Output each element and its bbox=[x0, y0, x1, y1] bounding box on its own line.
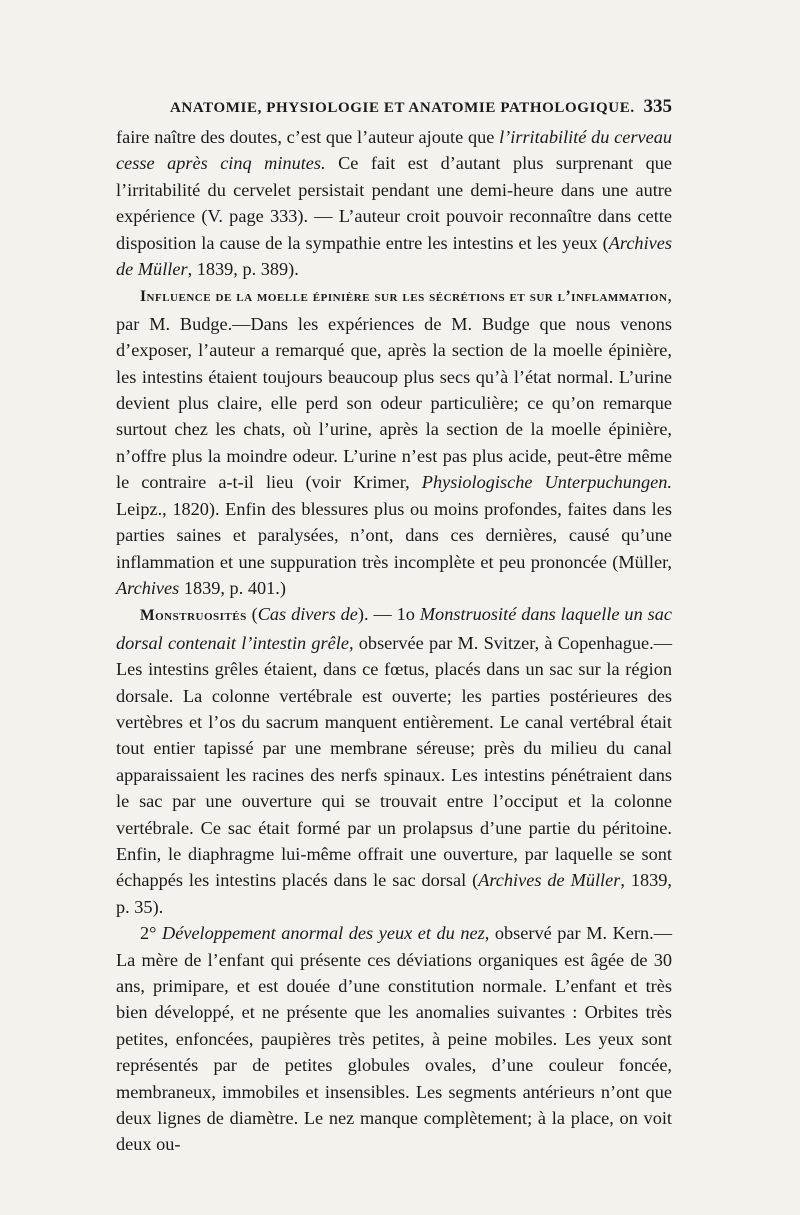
italic-run: Monstruosité dans laquelle un sac dorsal contenait l’intestin grêle, bbox=[116, 604, 672, 653]
section-heading: Monstruosités bbox=[140, 607, 247, 625]
text-run: observée par M. Svitzer, à Copenhague.—Les intestins grêles étaient, dans ce fœtus, placés dans un sac sur la région dorsale. La colonne vertébrale est ouverte; les parties postérieures des vertèbres et l’os du sacrum manquent entièrement. Le canal vertébral était tout entier tapissé par une membrane séreuse; près du milieu du canal apparaissaient les racines des nerfs spinaux. Les intestins pénétraient dans le sac par une ouverture qui se trouvait entre l’occiput et la colonne vertébrale. Ce sac était formé par un prolapsus d’une partie du péritoine. Enfin, le diaphragme lui-même offrait une ouverture, par laquelle se sont échappés les intestins placés dans le sac dorsal ( bbox=[116, 632, 672, 891]
running-title: ANATOMIE, PHYSIOLOGIE ET ANATOMIE PATHOLOGIQUE. bbox=[170, 100, 635, 116]
text-run: ( bbox=[246, 604, 258, 625]
text-run: 1839, p. 401.) bbox=[179, 577, 286, 598]
text-run: 2° bbox=[140, 923, 163, 944]
citation-title: Archives de Müller bbox=[478, 870, 621, 891]
italic-run: Développement anormal des yeux et du nez bbox=[162, 923, 485, 944]
text-run: ). — 1o bbox=[357, 604, 420, 625]
paragraph-moelle-epiniere bbox=[116, 282, 672, 601]
page-number: 335 bbox=[643, 96, 672, 117]
text-run: Leipz., 1820). Enfin des blessures plus ou moins profondes, faites dans les parties saines et paralysées, n’ont, dans ces dernières, causé qu’une inflammation et une suppuration très incomplète et peu prononcée (Müller, bbox=[116, 498, 672, 572]
text-run: , par M. Budge.—Dans les expériences de M. Budge que nous venons d’exposer, l’auteur a remarqué que, après la section de la moelle épinière, les intestins étaient toujours beaucoup plus secs qu’à l’état normal. L’urine devient plus claire, elle perd son odeur particulière; ce qu’on remarque surtout chez les chats, où l’urine, après la section de la moelle épinière, n’offre plus la moindre odeur. L’urine n’est pas plus acide, peut-être même le contraire a-t-il lieu (voir Krimer, bbox=[116, 285, 672, 493]
italic-run: Cas divers de bbox=[257, 604, 358, 625]
citation-title: Archives de Müller bbox=[116, 232, 672, 280]
paragraph-irritabilite bbox=[116, 124, 672, 282]
text-run: faire naître des doutes, c’est que l’auteur ajoute que bbox=[116, 127, 500, 147]
paragraph-monstruosites bbox=[116, 601, 672, 920]
text-run: , 1839, p. 35). bbox=[116, 870, 672, 917]
citation-title: Archives bbox=[116, 577, 180, 598]
citation-title: Physiologische Unterpuchungen. bbox=[421, 472, 672, 493]
body-text bbox=[116, 124, 672, 1158]
paragraph-developpement-anormal bbox=[116, 920, 672, 1158]
section-heading: Influence de la moelle épinière sur les sécrétions et sur l’inflammation bbox=[140, 288, 668, 306]
text-run: Ce fait est d’autant plus surprenant que l’irritabilité du cervelet persistait pendant une demi-heure dans une autre expérience (V. page 333). — L’auteur croit pouvoir reconnaître dans cette disposition la cause de la sympathie entre les intestins et les yeux ( bbox=[116, 153, 672, 253]
text-run: , 1839, p. 389). bbox=[187, 259, 299, 280]
italic-run: l’irritabilité du cerveau cesse après cinq minutes. bbox=[116, 127, 672, 174]
text-run: , observé par M. Kern.—La mère de l’enfant qui présente ces déviations organiques est âgée de 30 ans, primipare, et est douée d’une constitution normale. L’enfant et très bien développé, et ne présente que les anomalies suivantes : Orbites très petites, enfoncées, paupières très petites, à peine mobiles. Les yeux sont représentés par de petites globules ovales, d’une couleur foncée, membraneux, immobiles et insensibles. Les segments antérieurs n’ont que deux lignes de diamètre. Le nez manque complètement; à la place, on voit deux ou- bbox=[116, 923, 672, 1155]
running-head bbox=[116, 96, 672, 118]
